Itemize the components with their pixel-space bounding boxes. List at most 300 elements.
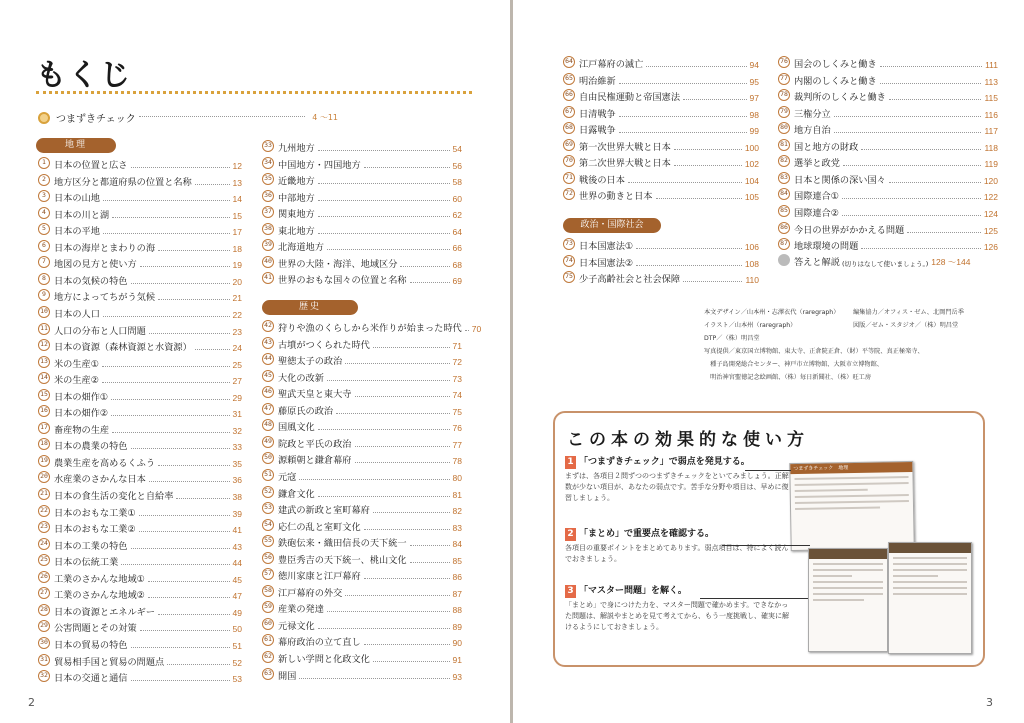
toc-page: 20: [232, 276, 242, 287]
toc-title: 徳川家康と江戸幕府: [278, 571, 361, 583]
toc-entry[interactable]: [262, 599, 462, 615]
toc-title: 公害問題とその対策: [54, 623, 137, 635]
leader-dots: [103, 200, 230, 201]
toc-title: 日本の気候の特色: [54, 275, 128, 287]
sample-page-2: [808, 548, 888, 652]
toc-title: 水産業のさかんな日本: [54, 474, 146, 486]
toc-title: 新しい学問と化政文化: [278, 654, 370, 665]
toc-title: 日本と関係の深い国々: [794, 174, 886, 186]
credit-line: 編集協力／オフィス・ゼム、北岡門岳季: [853, 309, 964, 316]
number-badge: 30: [38, 637, 50, 649]
toc-entry[interactable]: [563, 269, 759, 285]
toc-title: 東北地方: [278, 225, 315, 237]
toc-entry[interactable]: [262, 417, 462, 433]
number-badge: 73: [563, 238, 575, 250]
number-badge: 64: [563, 56, 575, 68]
number-badge: 34: [262, 157, 274, 169]
toc-title: 少子高齢社会と社会保障: [579, 274, 681, 286]
toc-entry[interactable]: [563, 87, 759, 103]
leader-dots: [318, 183, 450, 184]
toc-page: 104: [744, 175, 759, 186]
section-history: 歴史: [262, 300, 358, 315]
toc-entry[interactable]: [38, 519, 242, 535]
leader-dots: [345, 595, 449, 596]
leader-dots: [364, 644, 450, 645]
leader-dots: [318, 233, 450, 234]
toc-page: 75: [452, 406, 462, 417]
toc-title: 農業生産を高めるくふう: [54, 457, 156, 469]
leader-dots: [140, 630, 230, 631]
leader-dots: [636, 265, 742, 266]
toc-entry[interactable]: [778, 153, 998, 169]
toc-entry[interactable]: [563, 71, 759, 87]
page-title: もくじ: [36, 58, 132, 93]
toc-entry[interactable]: [563, 253, 759, 269]
sample-page-1-header: つまずきチェック 地理: [790, 462, 912, 474]
toc-entry[interactable]: [262, 384, 462, 400]
toc-page: 69: [452, 276, 462, 287]
toc-title: 今日の世界がかかえる問題: [794, 224, 905, 236]
left-page: [0, 0, 511, 723]
toc-page: 66: [452, 243, 462, 254]
toc-entry[interactable]: [38, 453, 242, 469]
answer-bullet-icon: [778, 254, 790, 266]
step-heading: [565, 528, 791, 541]
circle-bullet-icon: [38, 112, 50, 124]
toc-entry[interactable]: [778, 54, 998, 70]
toc-entry[interactable]: [262, 616, 462, 632]
step-heading-text: 「まとめ」で重要点を確認する。: [579, 529, 715, 539]
leader-dots: [674, 149, 742, 150]
toc-entry[interactable]: [38, 635, 242, 651]
leader-dots: [373, 347, 450, 348]
toc-page: 39: [232, 508, 242, 519]
toc-page: 71: [452, 340, 462, 351]
toc-title: 米の生産②: [54, 375, 99, 387]
number-badge: 84: [778, 188, 790, 200]
toc-entry[interactable]: [563, 104, 759, 120]
toc-entry[interactable]: [38, 271, 242, 287]
number-badge: 16: [38, 405, 50, 417]
toc-page: 33: [232, 442, 242, 453]
toc-entry[interactable]: [262, 467, 462, 483]
number-badge: 81: [778, 139, 790, 151]
toc-entry[interactable]: [38, 602, 242, 618]
toc-title: 畜産物の生産: [54, 424, 110, 436]
toc-entry[interactable]: [38, 287, 242, 303]
toc-title: 貿易相手国と貿易の問題点: [54, 656, 165, 668]
toc-page: 27: [232, 376, 242, 387]
sample-page-1: [789, 461, 915, 551]
toc-title: 地方によってちがう気候: [54, 292, 156, 304]
number-badge: 87: [778, 238, 790, 250]
sample-page-2-header: [809, 549, 887, 559]
toc-entry[interactable]: [262, 517, 462, 533]
toc-page: 25: [232, 359, 242, 370]
toc-entry[interactable]: [262, 450, 462, 466]
toc-entry[interactable]: [262, 583, 462, 599]
leader-dots: [364, 167, 450, 168]
leader-dots: [102, 366, 230, 367]
toc-entry[interactable]: [38, 387, 242, 403]
toc-entry[interactable]: [563, 137, 759, 153]
toc-entry[interactable]: [38, 486, 242, 502]
toc-entry[interactable]: [778, 87, 998, 103]
toc-entry[interactable]: [38, 238, 242, 254]
number-badge: 6: [38, 240, 50, 252]
number-badge: 22: [38, 505, 50, 517]
toc-entry[interactable]: [262, 649, 462, 665]
toc-title: 産業の発達: [278, 604, 324, 616]
leader-dots: [465, 330, 469, 331]
number-badge: 1: [38, 157, 50, 169]
toc-entry[interactable]: [778, 236, 998, 252]
toc-entry[interactable]: [778, 220, 998, 236]
toc-title: 狩りや漁のくらしから米作りが始まった時代: [278, 323, 462, 334]
leader-dots: [636, 248, 742, 249]
toc-title: 日本のおもな工業②: [54, 524, 136, 536]
number-badge: 39: [262, 239, 274, 251]
number-badge: 59: [262, 601, 274, 613]
leader-dots: [148, 581, 230, 582]
toc-page: 89: [452, 621, 462, 632]
toc-title: 工業のさかんな地域①: [54, 573, 145, 585]
credit-line: 図版／ゼム・スタジオ／（株）明昌堂: [853, 322, 959, 329]
toc-entry[interactable]: [262, 188, 462, 204]
leader-dots: [131, 680, 230, 681]
number-badge: 83: [778, 172, 790, 184]
toc-entry[interactable]: [38, 304, 242, 320]
toc-entry[interactable]: [262, 368, 462, 384]
toc-note: (切りはなして使いましょう。): [841, 260, 929, 268]
toc-entry[interactable]: [38, 469, 242, 485]
toc-entry[interactable]: [38, 569, 242, 585]
leader-dots: [131, 283, 230, 284]
toc-page: 18: [232, 243, 242, 254]
toc-entry[interactable]: [262, 335, 462, 351]
toc-title: 米の生産①: [54, 358, 99, 370]
number-badge: 46: [262, 386, 274, 398]
toc-entry[interactable]: [262, 666, 462, 682]
leader-dots: [674, 165, 742, 166]
number-badge: 51: [262, 469, 274, 481]
toc-page: 29: [232, 392, 242, 403]
toc-page: 99: [749, 126, 759, 137]
toc-title: 国と地方の財政: [794, 141, 859, 153]
toc-title: 鎌倉文化: [278, 488, 315, 500]
toc-entry[interactable]: [262, 270, 462, 286]
step-body: 「まとめ」で身につけた力を、マスター問題で確かめます。できなかった問題は、解説やまとめを見て考えてから、もう一度挑戦し、確実に解けるようにしておきましょう。: [565, 601, 789, 631]
toc-entry[interactable]: [38, 503, 242, 519]
toc-page: 45: [232, 574, 242, 585]
number-badge: 67: [563, 106, 575, 118]
number-badge: 35: [262, 173, 274, 185]
toc-entry[interactable]: [778, 104, 998, 120]
leader-dots: [656, 198, 742, 199]
toc-entry[interactable]: [38, 337, 242, 353]
number-badge: 62: [262, 651, 274, 663]
number-badge: 27: [38, 587, 50, 599]
toc-entry[interactable]: [38, 254, 242, 270]
toc-page: 102: [744, 159, 759, 170]
toc-entry[interactable]: [38, 618, 242, 634]
title-underline: [36, 91, 472, 94]
credit-line: 本文デザイン／山本州・志澤衣代（raregraph）: [704, 309, 840, 316]
number-badge: 40: [262, 256, 274, 268]
toc-title: 藤原氏の政治: [278, 405, 334, 417]
toc-entry[interactable]: [38, 652, 242, 668]
toc-page: 85: [452, 555, 462, 566]
number-badge: 76: [778, 56, 790, 68]
leader-dots: [158, 250, 229, 251]
number-badge: 42: [262, 320, 274, 332]
toc-entry[interactable]: [563, 120, 759, 136]
toc-page: 80: [452, 472, 462, 483]
toc-entry[interactable]: [38, 436, 242, 452]
toc-entry[interactable]: [262, 254, 462, 270]
toc-entry[interactable]: [778, 120, 998, 136]
leader-dots: [683, 281, 742, 282]
step-number-badge: 1: [565, 456, 576, 469]
toc-title: 豊臣秀吉の天下統一、桃山文化: [278, 554, 407, 566]
leader-dots: [410, 282, 450, 283]
leader-dots: [139, 515, 230, 516]
number-badge: 66: [563, 89, 575, 101]
toc-entry[interactable]: [563, 186, 759, 202]
toc-entry[interactable]: [262, 632, 462, 648]
toc-entry[interactable]: [262, 155, 462, 171]
number-badge: 74: [563, 255, 575, 267]
leader-dots: [327, 249, 450, 250]
toc-entry[interactable]: [778, 203, 998, 219]
leader-dots: [318, 150, 450, 151]
toc-entry[interactable]: [38, 420, 242, 436]
leader-dots: [619, 116, 747, 117]
toc-title: 日本国憲法②: [579, 257, 634, 269]
toc-entry[interactable]: [38, 403, 242, 419]
toc-page: 41: [232, 525, 242, 536]
page-number: 2: [28, 696, 35, 709]
toc-title: 国際連合①: [794, 191, 839, 203]
toc-title: 日本の食生活の変化と自給率: [54, 491, 174, 502]
toc-page: 95: [749, 76, 759, 87]
toc-title: 幕府政治の立て直し: [278, 637, 361, 649]
toc-entry[interactable]: [38, 221, 242, 237]
leader-dots: [149, 481, 230, 482]
toc-page: 32: [232, 425, 242, 436]
toc-entry[interactable]: [38, 585, 242, 601]
toc-page: 108: [744, 258, 759, 269]
leader-dots: [619, 83, 747, 84]
number-badge: 15: [38, 389, 50, 401]
toc-entry[interactable]: [262, 237, 462, 253]
leader-dots: [345, 363, 449, 364]
number-badge: 55: [262, 535, 274, 547]
toc-page: 24: [232, 343, 242, 354]
number-badge: 26: [38, 571, 50, 583]
toc-entry[interactable]: [563, 54, 759, 70]
toc-title: 応仁の乱と室町文化: [278, 521, 361, 533]
toc-title: 日本の伝統工業: [54, 557, 119, 569]
pointer-line-3: [700, 598, 808, 599]
toc-entry[interactable]: [778, 137, 998, 153]
toc-title: 日本の資源とエネルギー: [54, 606, 156, 618]
toc-title: 日本の資源（森林資源と水資源）: [54, 342, 192, 354]
toc-page: 88: [452, 605, 462, 616]
toc-page: 72: [452, 357, 462, 368]
number-badge: 20: [38, 471, 50, 483]
toc-page: 97: [749, 93, 759, 104]
toc-entry[interactable]: [262, 318, 482, 334]
toc-entry[interactable]: [38, 536, 242, 552]
leader-dots: [158, 614, 229, 615]
toc-entry[interactable]: [38, 552, 242, 568]
toc-page: 17: [232, 227, 242, 238]
leader-dots: [880, 66, 982, 67]
toc-entry[interactable]: [38, 354, 242, 370]
toc-page: 64: [452, 226, 462, 237]
toc-entry[interactable]: [778, 71, 998, 87]
toc-title: 日本の工業の特色: [54, 540, 128, 552]
leader-dots: [355, 462, 450, 463]
number-badge: 2: [38, 174, 50, 186]
toc-page: 47: [232, 591, 242, 602]
toc-title: 日本の人口: [54, 308, 100, 320]
toc-entry[interactable]: [38, 172, 242, 188]
toc-entry[interactable]: [262, 401, 462, 417]
leader-dots: [131, 647, 230, 648]
toc-title: 地方区分と都道府県の位置と名称: [54, 176, 192, 188]
toc-entry[interactable]: [38, 321, 242, 337]
toc-page: 82: [452, 506, 462, 517]
toc-title: 聖徳太子の政治: [278, 356, 343, 368]
leader-dots: [880, 83, 982, 84]
leader-dots: [327, 611, 450, 612]
number-badge: 12: [38, 339, 50, 351]
number-badge: 43: [262, 337, 274, 349]
toc-page: 12: [232, 161, 242, 171]
number-badge: 17: [38, 422, 50, 434]
toc-entry[interactable]: [262, 221, 462, 237]
number-badge: 32: [38, 670, 50, 682]
toc-title: 聖武天皇と東大寺: [278, 389, 352, 401]
toc-entry[interactable]: [778, 186, 998, 202]
toc-title: 日本の位置と広さ: [54, 160, 128, 171]
step-heading: [565, 585, 791, 598]
toc-entry[interactable]: [262, 550, 462, 566]
number-badge: 86: [778, 222, 790, 234]
leader-dots: [167, 664, 229, 665]
toc-entry[interactable]: [38, 370, 242, 386]
credit-line: DTP／（株）明昌堂: [704, 335, 760, 342]
leader-dots: [843, 165, 982, 166]
toc-entry[interactable]: [262, 434, 462, 450]
toc-title: 元禄文化: [278, 620, 315, 632]
toc-entry[interactable]: [262, 351, 462, 367]
toc-title: 開国: [278, 670, 297, 682]
toc-page: 62: [452, 210, 462, 221]
credit-line: 種子島開発総合センター、神戸市立博物館、大阪市立博物館、: [704, 361, 883, 368]
credit-line: イラスト／山本州（raregraph）: [704, 322, 797, 329]
toc-entry[interactable]: [778, 170, 998, 186]
toc-title: 近畿地方: [278, 176, 315, 188]
pointer-line-1: [745, 470, 791, 471]
toc-title: 答えと解説: [794, 257, 840, 268]
number-badge: 36: [262, 190, 274, 202]
number-badge: 9: [38, 289, 50, 301]
number-badge: 65: [563, 73, 575, 85]
toc-entry[interactable]: [38, 155, 242, 171]
toc-title: 建武の新政と室町幕府: [278, 505, 370, 517]
leader-dots: [103, 316, 230, 317]
toc-page: 119: [984, 159, 998, 170]
toc-entry[interactable]: [563, 170, 759, 186]
toc-entry[interactable]: [262, 204, 462, 220]
leader-dots: [158, 299, 229, 300]
leader-dots: [139, 116, 305, 117]
toc-entry[interactable]: [262, 484, 462, 500]
toc-entry[interactable]: [262, 500, 462, 516]
tsumazuki-entry[interactable]: [38, 110, 338, 125]
toc-entry[interactable]: [38, 668, 242, 684]
leader-dots: [861, 149, 981, 150]
toc-title: 国会のしくみと働き: [794, 59, 877, 70]
toc-title: 世界の大陸・海洋、地域区分: [278, 258, 398, 270]
leader-dots: [299, 479, 449, 480]
toc-title: 三権分立: [794, 108, 831, 120]
toc-title: 日本の畑作②: [54, 408, 109, 420]
section-geography: 地理: [36, 138, 116, 153]
leader-dots: [299, 678, 449, 679]
toc-page: 124: [983, 208, 998, 219]
number-badge: 24: [38, 538, 50, 550]
toc-page: 74: [452, 390, 462, 401]
toc-title: 源頼朝と鎌倉幕府: [278, 455, 352, 467]
toc-entry-answers[interactable]: [778, 252, 998, 268]
toc-entry[interactable]: [38, 188, 242, 204]
leader-dots: [861, 248, 981, 249]
leader-dots: [195, 349, 230, 350]
how-to-use-title: この本の効果的な使い方: [567, 430, 809, 450]
number-badge: 82: [778, 155, 790, 167]
leader-dots: [121, 564, 229, 565]
leader-dots: [131, 448, 230, 449]
toc-page: 110: [745, 275, 759, 286]
toc-title: 日露戦争: [579, 125, 616, 137]
leader-dots: [355, 396, 450, 397]
toc-entry[interactable]: [262, 171, 462, 187]
toc-entry[interactable]: [38, 205, 242, 221]
toc-page: 50: [232, 624, 242, 635]
toc-page: 44: [232, 558, 242, 569]
toc-page: 87: [452, 588, 462, 599]
leader-dots: [112, 432, 229, 433]
toc-title: 九州地方: [278, 143, 315, 154]
toc-entry[interactable]: [262, 533, 462, 549]
toc-entry[interactable]: [262, 566, 462, 582]
toc-page: 43: [232, 541, 242, 552]
toc-entry[interactable]: [563, 236, 759, 252]
toc-page: 13: [232, 177, 242, 188]
leader-dots: [318, 216, 450, 217]
leader-dots: [646, 66, 746, 67]
toc-entry[interactable]: [262, 138, 462, 154]
toc-page: 86: [452, 572, 462, 583]
toc-page: 51: [232, 640, 242, 651]
number-badge: 77: [778, 73, 790, 85]
number-badge: 75: [563, 271, 575, 283]
toc-entry[interactable]: [563, 153, 759, 169]
